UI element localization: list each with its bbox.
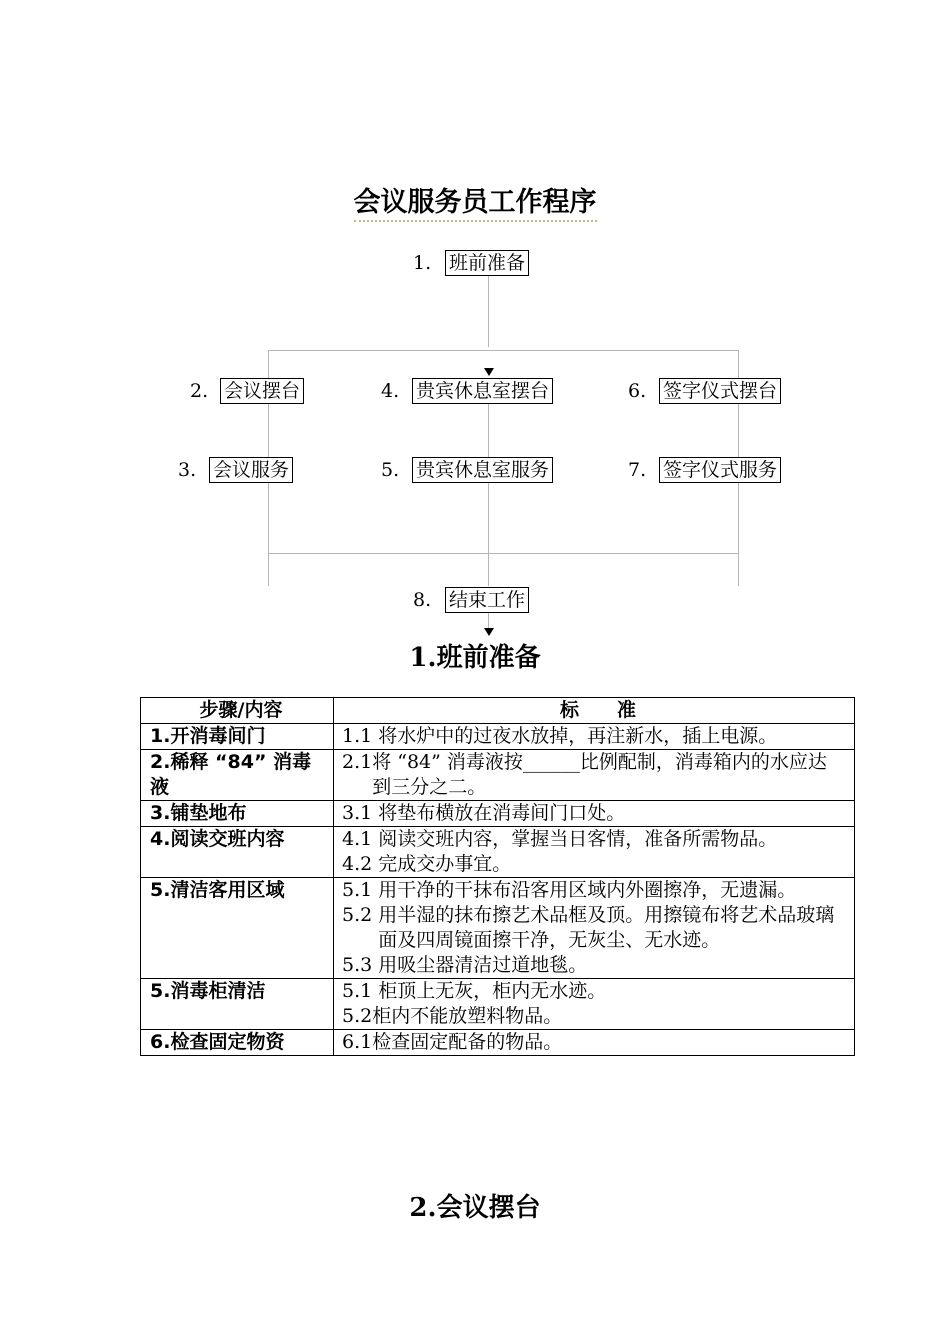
flow-node-number: 8.	[413, 589, 432, 611]
item-number: 5.2	[342, 1005, 373, 1027]
standard-item	[342, 801, 836, 826]
arrow-down-icon	[484, 368, 494, 376]
column-header-standard: 标 准	[334, 698, 855, 724]
standard-item	[342, 953, 836, 978]
standard-cell	[334, 979, 855, 1030]
table-row	[141, 1030, 855, 1056]
connector-line	[268, 350, 739, 351]
item-number: 5.1	[342, 980, 379, 1002]
connector-line	[488, 611, 489, 629]
flow-node-number: 3.	[178, 459, 197, 481]
table-row	[141, 979, 855, 1030]
item-text: 用干净的干抹布沿客用区域内外圈擦净，无遗漏。	[378, 879, 797, 901]
standard-cell	[334, 878, 855, 979]
procedure-table	[140, 697, 855, 1056]
standard-item	[342, 903, 836, 953]
step-cell: 5.清洁客用区域	[141, 878, 334, 979]
connector-line	[268, 553, 739, 554]
item-text: 用半湿的抹布擦艺术品框及顶。用擦镜布将艺术品玻璃面及四周镜面擦干净，无灰尘、无水迹。	[378, 904, 835, 951]
flow-node-meeting-service: 会议服务	[209, 457, 293, 483]
flow-node-number: 2.	[190, 380, 209, 402]
standard-item	[342, 1004, 836, 1029]
step-cell: 2.稀释 “84” 消毒液	[141, 750, 334, 801]
step-cell: 6.检查固定物资	[141, 1030, 334, 1056]
standard-cell	[334, 801, 855, 827]
step-cell: 1.开消毒间门	[141, 724, 334, 750]
document-title: 会议服务员工作程序	[0, 180, 950, 219]
item-text: 检查固定配备的物品。	[372, 1031, 563, 1053]
item-number: 5.1	[342, 879, 379, 901]
item-text: 用吸尘器清洁过道地毯。	[378, 954, 588, 976]
flow-node-signing-setup: 签字仪式摆台	[659, 378, 781, 404]
item-text: 将水炉中的过夜水放掉，再注新水，插上电源。	[378, 725, 778, 747]
connector-line	[488, 402, 489, 457]
item-text: 柜内不能放塑料物品。	[372, 1005, 563, 1027]
table-row	[141, 827, 855, 878]
column-header-step: 步骤/内容	[141, 698, 334, 724]
flow-node-number: 6.	[628, 380, 647, 402]
item-text: 将垫布横放在消毒间门口处。	[378, 802, 626, 824]
item-number: 2.1	[342, 751, 373, 773]
standard-cell	[334, 1030, 855, 1056]
table-row	[141, 801, 855, 827]
item-text: 完成交办事宜。	[378, 853, 512, 875]
standard-item	[342, 878, 836, 903]
step-cell: 4.阅读交班内容	[141, 827, 334, 878]
standard-item	[342, 852, 836, 877]
item-text: 将 “84” 消毒液按______比例配制，消毒箱内的水应达到三分之二。	[372, 751, 827, 798]
standard-item	[342, 979, 836, 1004]
flow-node-closing-work: 结束工作	[445, 587, 529, 613]
table-row	[141, 878, 855, 979]
standard-item	[342, 827, 836, 852]
flow-node-number: 5.	[381, 459, 400, 481]
item-text: 柜顶上无灰，柜内无水迹。	[378, 980, 607, 1002]
step-cell: 5.消毒柜清洁	[141, 979, 334, 1030]
item-number: 5.2	[342, 904, 379, 926]
flow-node-vip-lounge-service: 贵宾休息室服务	[412, 457, 553, 483]
item-number: 3.1	[342, 802, 379, 824]
standard-cell	[334, 827, 855, 878]
flow-node-number: 1.	[413, 252, 432, 274]
standard-item	[342, 724, 836, 749]
item-text: 阅读交班内容，掌握当日客情，准备所需物品。	[378, 828, 778, 850]
standard-item	[342, 750, 836, 800]
item-number: 5.3	[342, 954, 379, 976]
step-cell: 3.铺垫地布	[141, 801, 334, 827]
standard-cell	[334, 724, 855, 750]
table-header-row	[141, 698, 855, 724]
table-row	[141, 724, 855, 750]
item-number: 6.1	[342, 1031, 373, 1053]
flow-node-number: 7.	[628, 459, 647, 481]
item-number: 4.1	[342, 828, 379, 850]
section-title: 1.班前准备	[409, 643, 541, 673]
section-title: 2.会议摆台	[409, 1193, 541, 1223]
table-row	[141, 750, 855, 801]
flow-node-pre-shift-prep: 班前准备	[445, 250, 529, 276]
item-number: 1.1	[342, 725, 379, 747]
item-number: 4.2	[342, 853, 379, 875]
arrow-down-icon	[484, 628, 494, 636]
flow-node-signing-service: 签字仪式服务	[659, 457, 781, 483]
connector-line	[488, 275, 489, 347]
connector-line	[488, 481, 489, 586]
flow-node-vip-lounge-setup: 贵宾休息室摆台	[412, 378, 553, 404]
standard-cell	[334, 750, 855, 801]
flow-node-number: 4.	[381, 380, 400, 402]
standard-item	[342, 1030, 836, 1055]
flow-node-meeting-setup: 会议摆台	[220, 378, 304, 404]
